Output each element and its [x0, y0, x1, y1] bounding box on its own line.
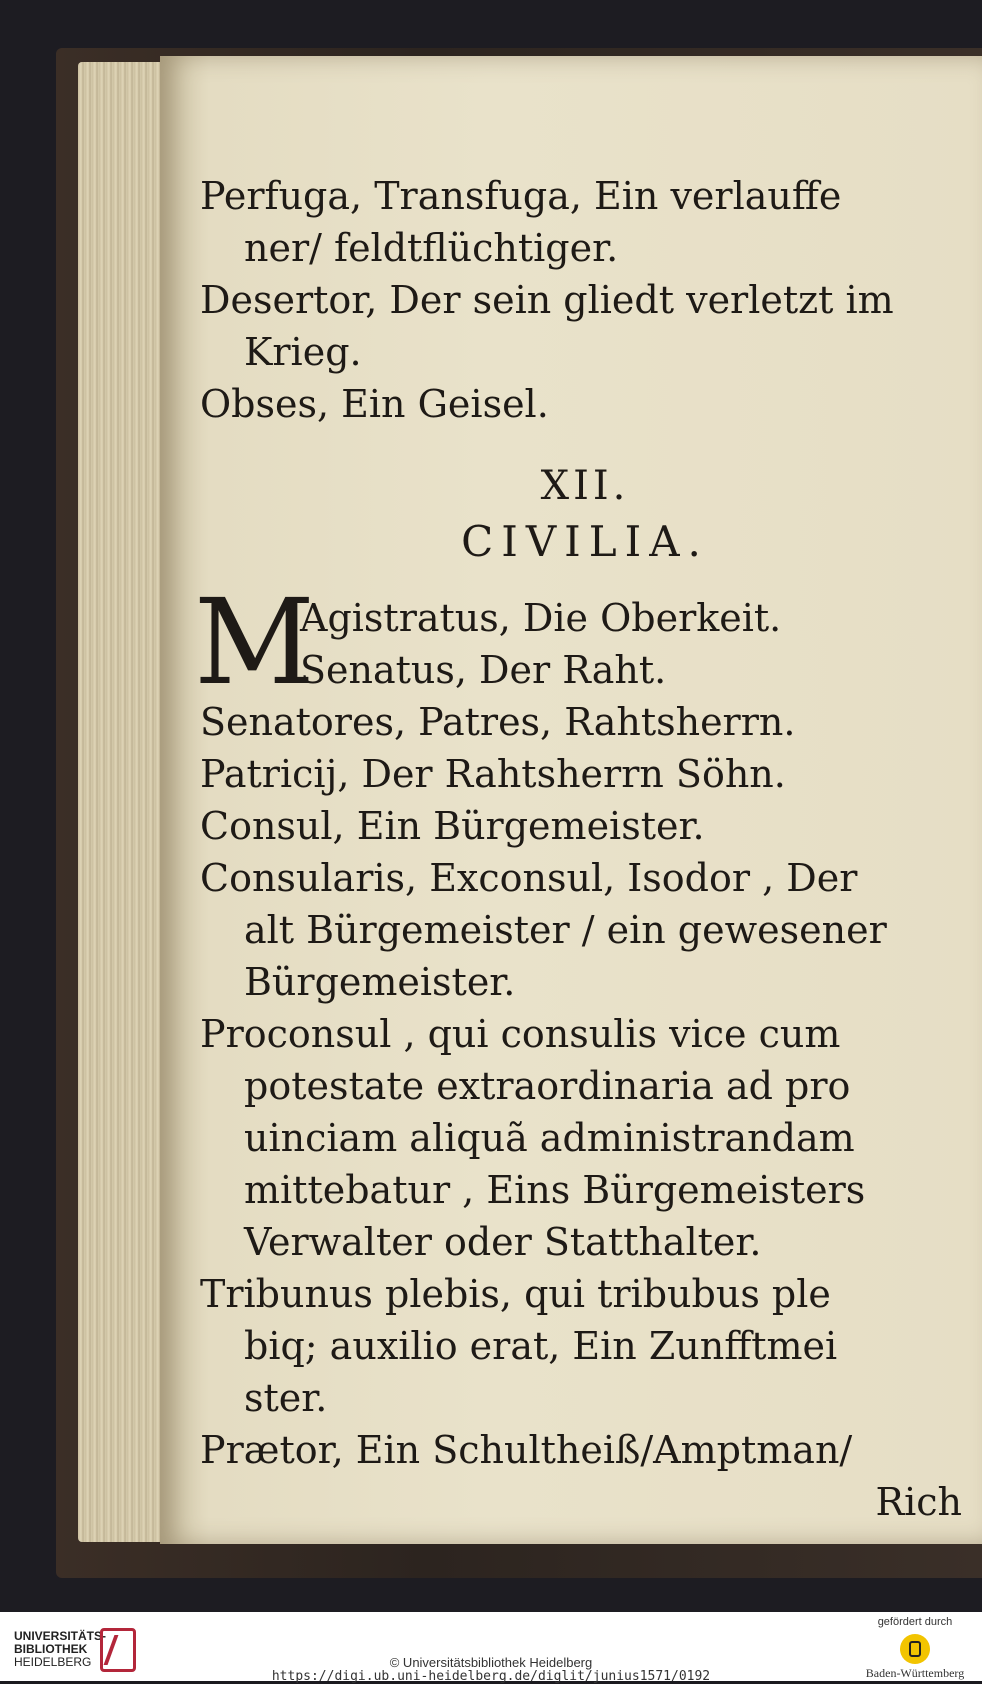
library-name-line: HEIDELBERG: [14, 1655, 92, 1669]
entries-bottom: [200, 696, 970, 1476]
entry-line: Desertor, Der sein gliedt verletzt im: [200, 278, 894, 322]
glossary-entry: [200, 748, 970, 800]
dropcap-block: [194, 573, 970, 711]
entry-line: Krieg.: [244, 330, 362, 374]
entry-line: uinciam aliquã administrandam: [244, 1116, 855, 1160]
dropcap-line: Senatus, Der Raht.: [300, 648, 667, 692]
sponsor-name: Baden-Württemberg: [865, 1666, 965, 1680]
entry-line: Proconsul , qui consulis vice cum: [200, 1012, 841, 1056]
entry-line: Prætor, Ein Schultheiß/Amptman/: [200, 1428, 853, 1472]
entry-line: Consularis, Exconsul, Isodor , Der: [200, 856, 858, 900]
sponsor-label: gefördert durch: [877, 1616, 953, 1628]
glossary-entry: [200, 1268, 970, 1424]
glossary-entry: [200, 378, 970, 430]
entry-line: ster.: [244, 1376, 328, 1420]
copyright-text: © Universitätsbibliothek Heidelberg: [389, 1655, 593, 1670]
glossary-entry: [200, 696, 970, 748]
glossary-entry: [200, 1008, 970, 1268]
entry-line: ner/ feldtflüchtiger.: [244, 226, 619, 270]
dropcap-letter: M: [194, 573, 315, 711]
entry-line: Consul, Ein Bürgemeister.: [200, 804, 705, 848]
glossary-entry: [200, 170, 970, 274]
entry-line: potestate extraordinaria ad pro: [244, 1064, 851, 1108]
library-name-line: BIBLIOTHEK: [14, 1642, 88, 1656]
entry-line: Perfuga, Transfuga, Ein verlauffe: [200, 174, 842, 218]
entry-line: Verwalter oder Statthalter.: [244, 1220, 762, 1264]
entry-line: Tribunus plebis, qui tribubus ple: [200, 1272, 831, 1316]
entry-line: alt Bürgemeister / ein gewesener: [244, 908, 887, 952]
footer-bar: [0, 1612, 982, 1684]
entry-line: Senatores, Patres, Rahtsherrn.: [200, 700, 796, 744]
entries-top: [200, 170, 970, 430]
entry-line: Patricij, Der Rahtsherrn Söhn.: [200, 752, 786, 796]
section-title: CIVILIA.: [461, 517, 709, 566]
state-coat-of-arms-icon: [900, 1634, 930, 1664]
catchword: Rich: [875, 1480, 962, 1524]
section-number: XII.: [540, 463, 630, 509]
sponsor-block[interactable]: [860, 1616, 970, 1681]
library-name-line: UNIVERSITÄTS-: [14, 1629, 107, 1643]
glossary-entry: [200, 274, 970, 378]
entry-line: Bürgemeister.: [244, 960, 516, 1004]
entry-line: Obses, Ein Geisel.: [200, 382, 549, 426]
entry-line: biq; auxilio erat, Ein Zunfftmei: [244, 1324, 838, 1368]
dropcap-line: Agistratus, Die Oberkeit.: [300, 596, 782, 640]
entry-line: mittebatur , Eins Bürgemeisters: [244, 1168, 866, 1212]
glossary-entry: [200, 1424, 970, 1476]
permalink-url[interactable]: https://digi.ub.uni-heidelberg.de/diglit/junius1571/0192: [271, 1669, 711, 1684]
page-text: [194, 170, 970, 1528]
glossary-entry: [200, 852, 970, 1008]
glossary-entry: [200, 800, 970, 852]
